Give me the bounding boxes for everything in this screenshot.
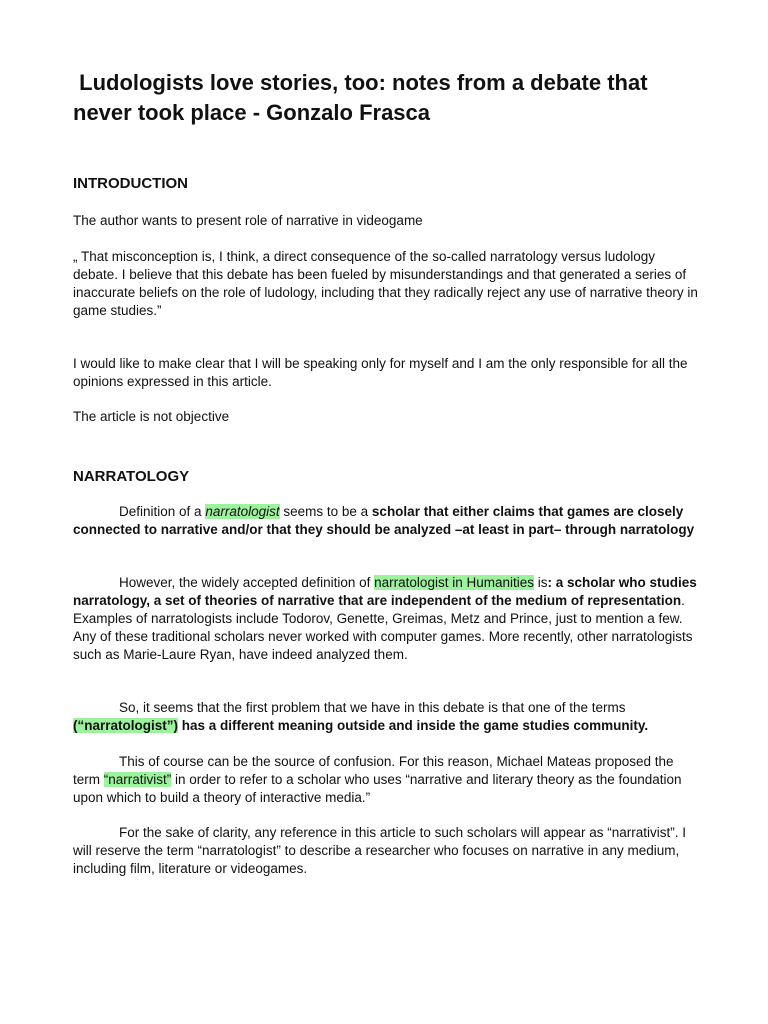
narratology-paragraph-3 [73, 699, 701, 735]
bold-text: has a different meaning outside and inside the game studies community. [178, 718, 649, 733]
document-title: Ludologists love stories, too: notes from a debate that never took place - Gonzalo Frasca [73, 70, 654, 125]
narratology-paragraph-4 [73, 753, 701, 807]
bold-text: scholar that either claims that games are closely connected to narrative and/or that they should be analyzed –at least in part– through narratology [73, 504, 695, 537]
narratology-paragraph-1 [73, 503, 701, 539]
introduction-heading: INTRODUCTION [73, 175, 188, 192]
intro-paragraph-3: I would like to make clear that I will be speaking only for myself and I am the only responsible for all the opinions expressed in this article. [73, 356, 688, 389]
intro-paragraph-1: The author wants to present role of narrative in videogame [73, 213, 423, 228]
text-run: This of course can be the source of confusion. For this reason, Michael Mateas proposed the term [73, 754, 674, 787]
bold-text: : a scholar who studies narratology, a set of theories of narrative that are independent of the medium of representation [73, 575, 697, 608]
highlighted-term: (“narratologist”) [73, 718, 179, 733]
text-run: is [533, 575, 548, 590]
narratology-paragraph-2 [73, 574, 701, 664]
text-run: . Examples of narratologists include Todorov, Genette, Greimas, Metz and Prince, just to mention a few. Any of these traditional scholars never worked with computer games. More recently, other narratologists such as Marie-Laure Ryan, have indeed analyzed them. [73, 593, 693, 662]
intro-quote-paragraph: „ That misconception is, I think, a direct consequence of the so-called narratology versus ludology debate. I believe that this debate has been fueled by misunderstandings and that generated a series of inaccurate beliefs on the role of ludology, including that they radically reject any use of narrative theory in game studies.” [73, 249, 698, 318]
text-run: However, the widely accepted definition of [119, 575, 375, 590]
text-run: So, it seems that the first problem that we have in this debate is that one of the terms [119, 700, 626, 715]
intro-paragraph-4: The article is not objective [73, 409, 230, 424]
text-run: seems to be a [279, 504, 372, 519]
highlighted-term: “narrativist” [103, 772, 172, 787]
text-run: in order to refer to a scholar who uses “narrative and literary theory as the foundation upon which to build a theory of interactive media.” [73, 772, 682, 805]
narratology-heading: NARRATOLOGY [73, 468, 190, 485]
highlighted-term: narratologist [205, 504, 280, 519]
text-run: Definition of a [119, 504, 206, 519]
narratology-paragraph-5: For the sake of clarity, any reference in this article to such scholars will appear as “narrativist”. I will reserve the term “narratologist” to describe a researcher who focuses on narrative in any medium, including film, literature or videogames. [73, 825, 686, 876]
highlighted-term: narratologist in Humanities [374, 575, 534, 590]
